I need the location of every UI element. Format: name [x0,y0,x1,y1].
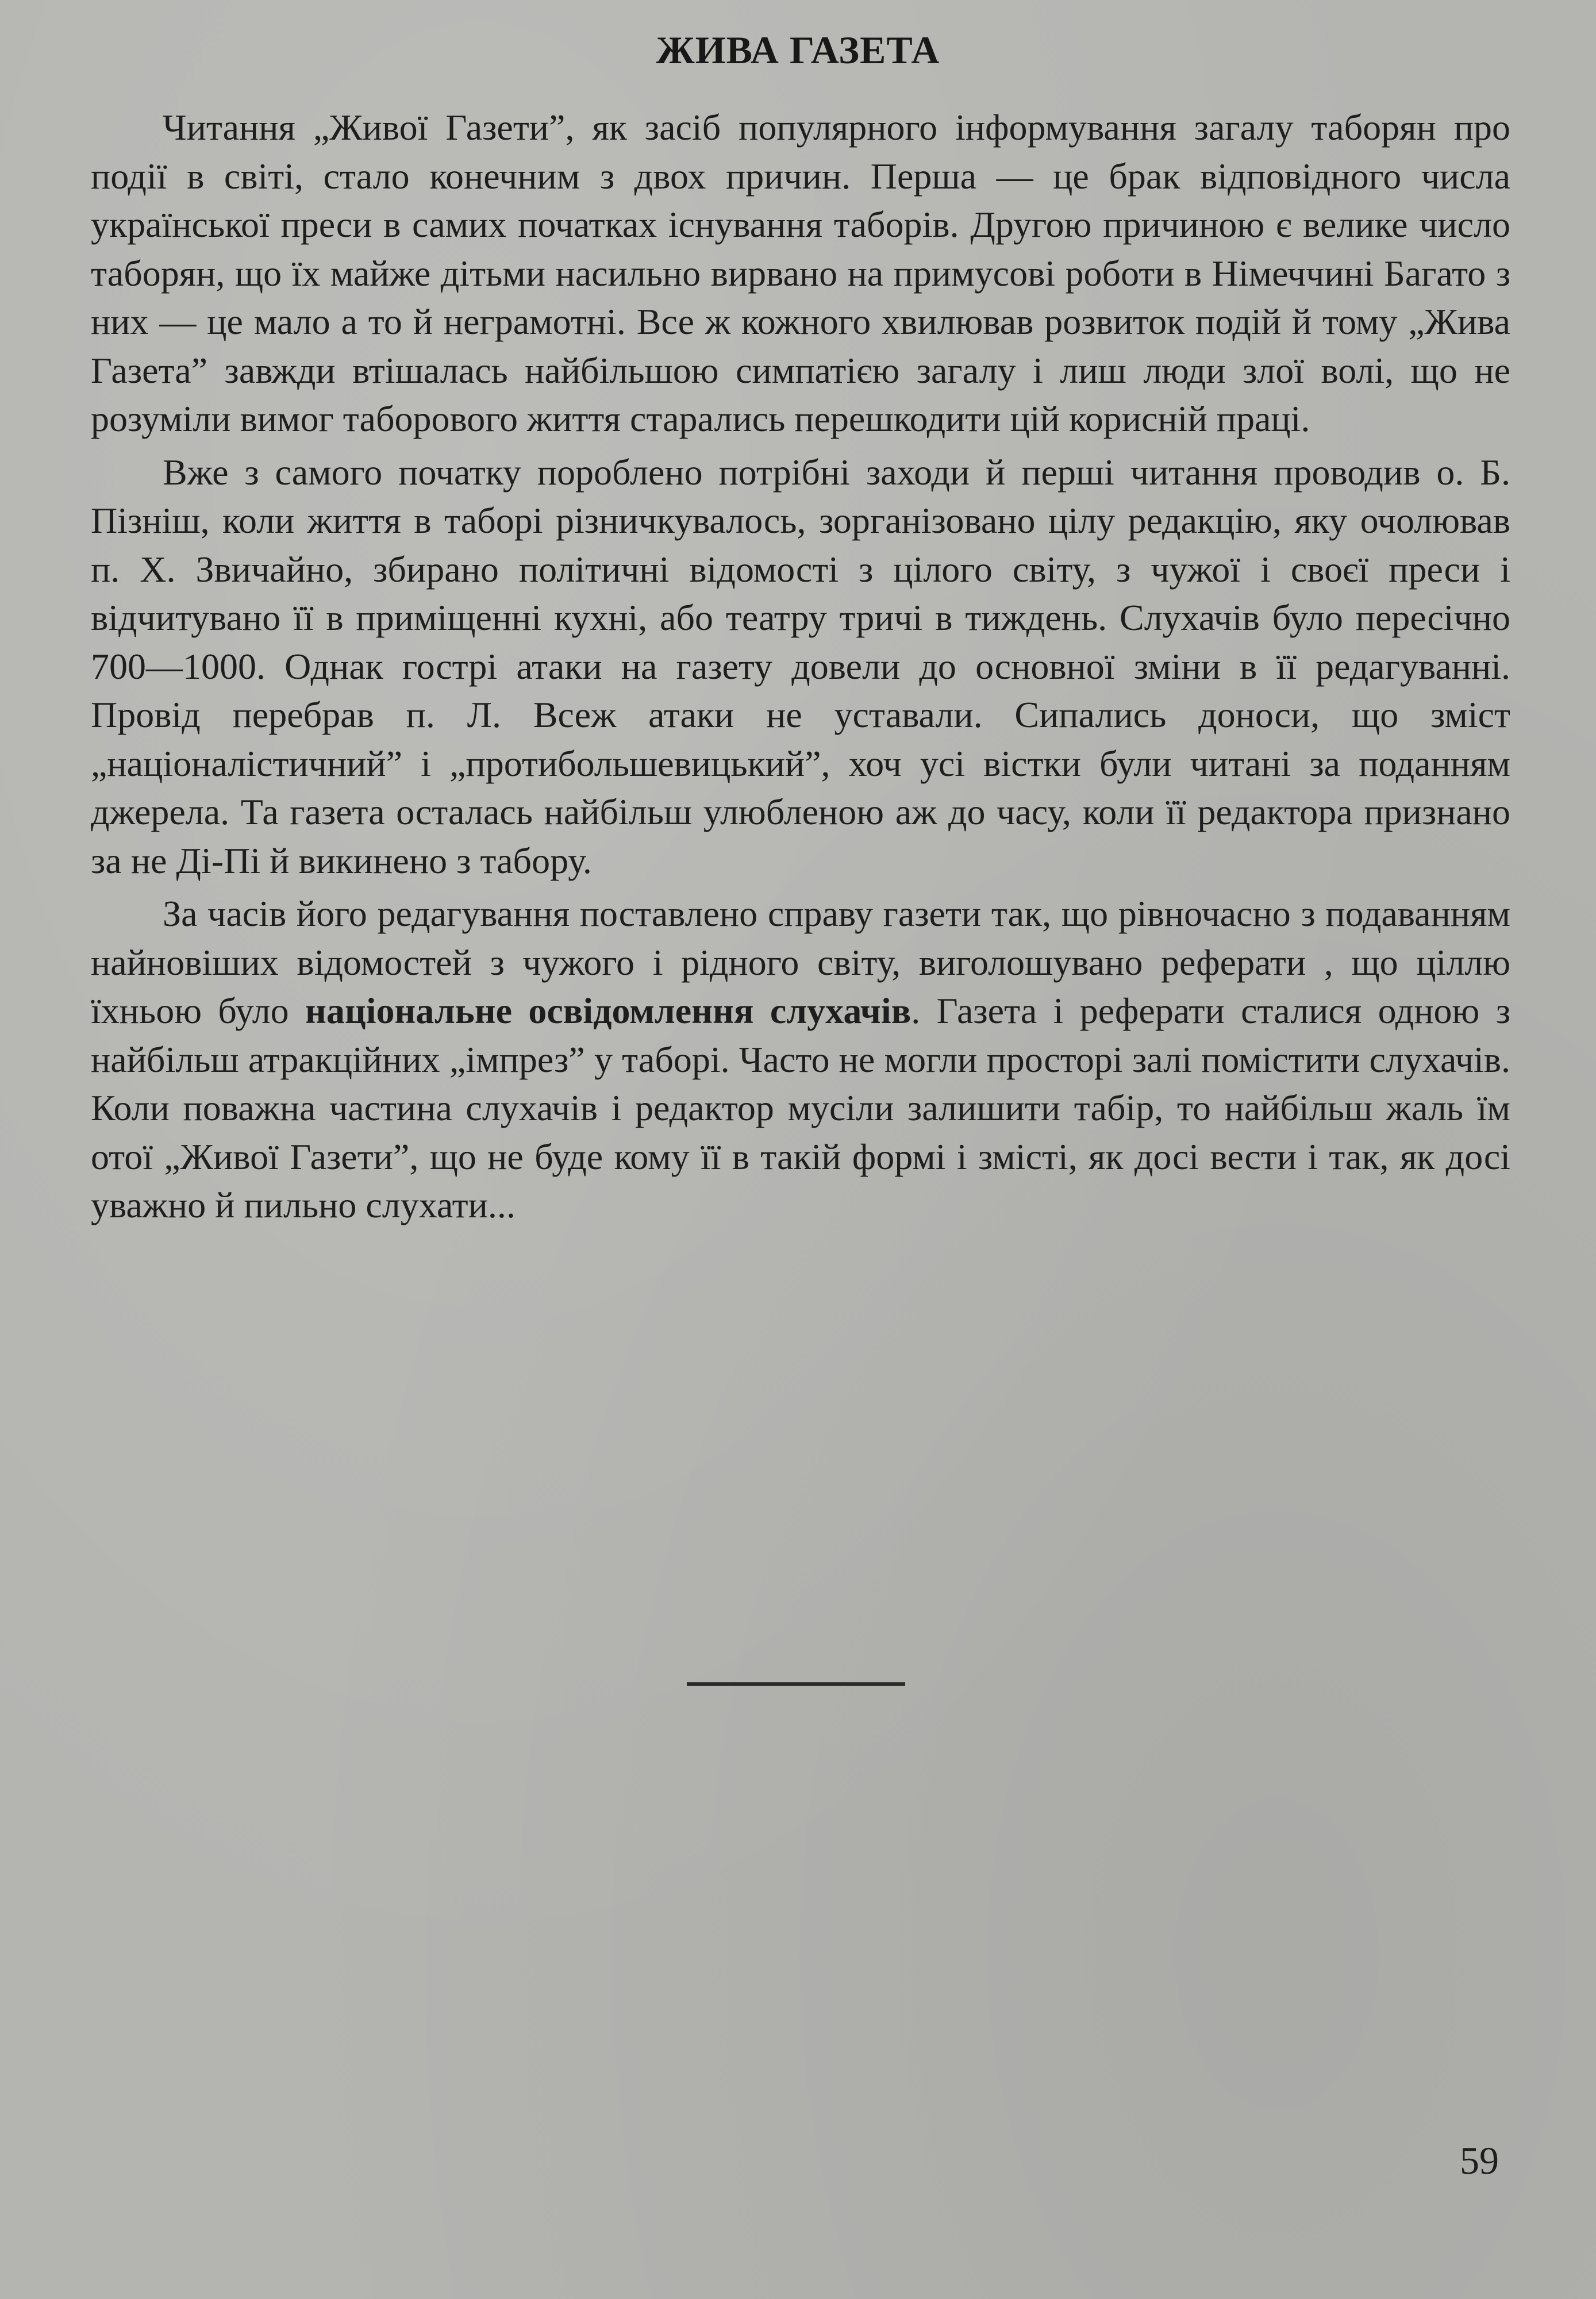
article-body [91,103,1510,1235]
section-divider [687,1682,905,1686]
paragraph-3-start: За часів його редагування поставлено справу газети так, що рівночасно з подаванням найновіших відомостей з чужого і рідного світу, виголошувано реферати , що ціллю їхньою було [91,893,1510,1031]
page-title: ЖИВА ГАЗЕТА [656,28,940,72]
paragraph-3-bold-phrase: національне освідомлення слухачів [305,990,912,1031]
paragraph-3-end: . Газета і реферати сталися одною з найбільш атракційних „імпрез” у таборі. Часто не могли просторі залі помістити слухачів. Коли поважна частина слухачів і редактор мусіли залишити табір, то найбільш жаль їм отої „Живої Газети”, що не буде кому її в такій формі і змісті, як досі вести і так, як досі уважно й пильно слухати... [91,990,1511,1225]
paragraph-3 [91,890,1510,1230]
page-number: 59 [1460,2139,1499,2182]
paragraph-1: Читання „Живої Газети”, як засіб популярного інформування загалу таборян про події в світі, стало конечним з двох причин. Перша — це брак відповідного числа української преси в самих початках існування таборів. Другою причиною є велике число таборян, що їх майже дітьми насильно вирвано на примусові роботи в Німеччині Багато з них — це мало а то й неграмотні. Все ж кожного хвилював розвиток подій й тому „Жива Газета” завжди втішалась найбільшою симпатією загалу і лиш люди злої волі, що не розуміли вимог таборового життя старались перешкодити цій корисній праці. [91,107,1510,439]
paragraph-2: Вже з самого початку пороблено потрібні заходи й перші читання проводив о. Б. Пізніш, коли життя в таборі різничкувалось, зорганізовано цілу редакцію, яку очолював п. Х. Звичайно, збирано політичні відомості з цілого світу, з чужої і своєї преси і відчитувано її в приміщенні кухні, або театру тричі в тиждень. Слухачів було пересічно 700—1000. Однак гострі атаки на газету довели до основної зміни в її редагуванні. Провід перебрав п. Л. Всеж атаки не уставали. Сипались доноси, що зміст „націоналістичний” і „протибольшевицький”, хоч усі вістки були читані за поданням джерела. Та газета осталась найбільш улюбленою аж до часу, коли її редактора признано за не Ді-Пі й викинено з табору. [91,451,1510,881]
